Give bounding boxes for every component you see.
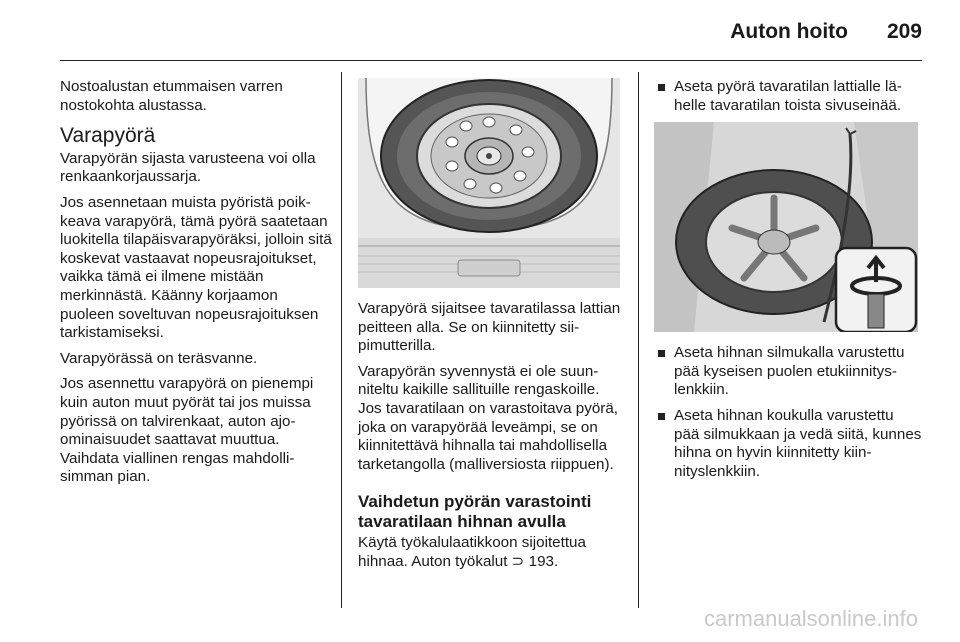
column-divider (638, 72, 639, 608)
page-header (60, 0, 922, 61)
bullet-icon (658, 413, 665, 420)
paragraph: Varapyörän sijasta varusteena voi olla renkaankorjaussarja. (60, 149, 316, 186)
paragraph: Varapyörän syvennystä ei ole suunniteltu kaikille sallituille rengaskoille. Jos tavaratilaan on varastoitava pyörä, joka on varapyörää leveämpi, se on kiinnitettävä hihnalla tai mahdollisella tarketangolla (malliversiosta riippuen). (358, 362, 619, 473)
bullet-icon (658, 350, 665, 357)
column-divider (341, 72, 342, 608)
spare-wheel-illustration (358, 78, 620, 288)
strap-fastening-illustration (654, 122, 918, 332)
list-item (654, 407, 922, 481)
intro-text: Nostoalustan etummaisen varren nostokohta alustassa. (60, 78, 283, 114)
list-item (654, 344, 922, 400)
column-1 (60, 78, 332, 494)
bullet-text: Aseta hihnan silmukalla varustettu pää kyseisen puolen etukiinnityslenkkiin. (674, 344, 905, 399)
paragraph: Jos asennetaan muista pyöristä poikkeava varapyörä, tämä pyörä saatetaan luokitella tilapäisvarapyöräksi, jolloin sitä koskevat vastaavat nopeusrajoitukset, vaikka tämä ei ilmene mistään merkinnästä. Käänny korjaamon puoleen soveltuvan nopeusrajoituksen tarkistamiseksi. (60, 193, 332, 342)
section-title: Auton hoito (730, 20, 848, 43)
bullet-text: Aseta hihnan koukulla varustettu pää silmukkaan ja vedä siitä, kunnes hihna on hyvin kiinnitetty kiinnityslenkkiin. (674, 406, 922, 480)
section-heading: Varapyörä (60, 124, 156, 148)
bullet-text: Aseta pyörä tavaratilan lattialle lähelle tavaratilan toista sivuseinää. (674, 78, 902, 114)
paragraph: Varapyörä sijaitsee tavaratilassa lattian peitteen alla. Se on kiinnitetty siipimutterilla. (358, 300, 621, 355)
list-item (654, 78, 922, 115)
paragraph: Varapyörässä on teräsvanne. (60, 349, 258, 367)
page-number: 209 (886, 20, 922, 43)
column-3 (654, 78, 922, 488)
paragraph: Käytä työkalulaatikkoon sijoitettua hihnaa. Auton työkalut ⊃ 193. (358, 534, 586, 570)
watermark: carmanualsonline.info (703, 606, 918, 631)
bullet-icon (658, 84, 665, 91)
column-2 (358, 78, 623, 579)
subsection-heading: Vaihdetun pyörän varastointi tavaratilaan hihnan avulla (358, 492, 592, 532)
paragraph: Jos asennettu varapyörä on pienempi kuin auton muut pyörät tai jos muissa pyörissä on talvirenkaat, auton ajo-ominaisuudet saattavat muuttua. Vaihdata viallinen rengas mahdollisimman pian. (60, 375, 314, 486)
